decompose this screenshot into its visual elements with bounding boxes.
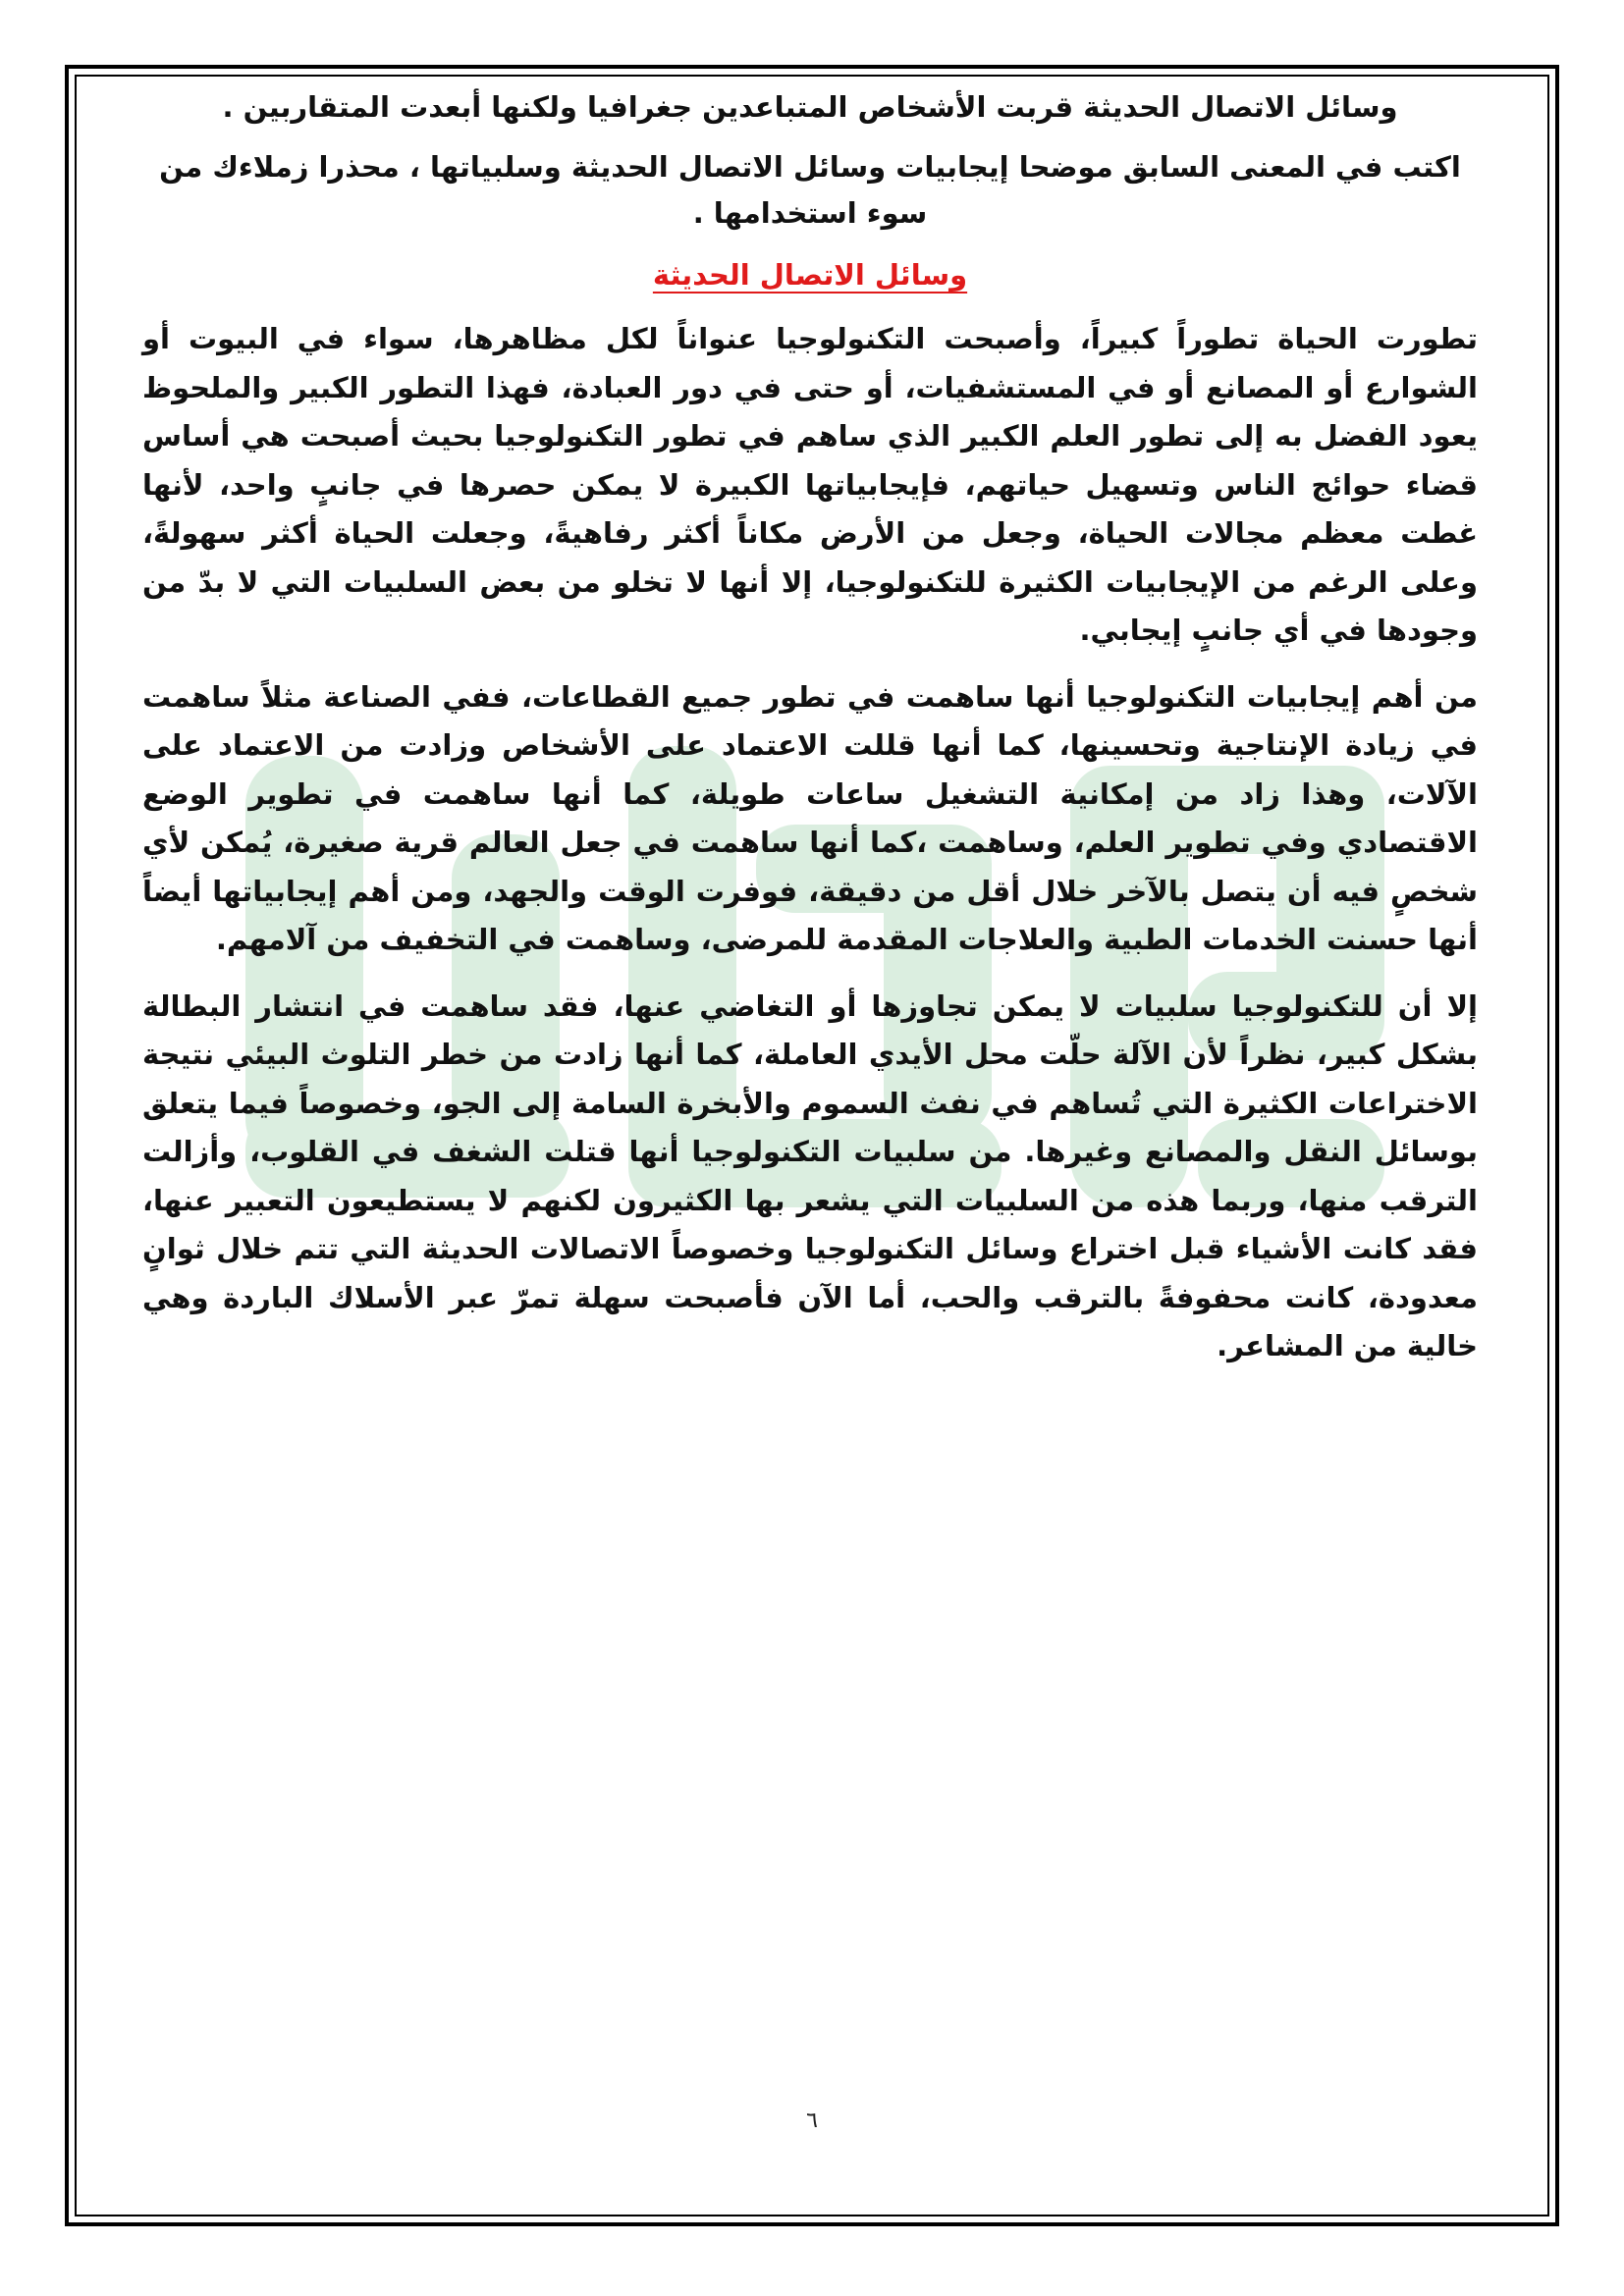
document-body [142, 77, 1478, 1389]
essay-title-wrapper [142, 258, 1478, 292]
essay-paragraph-intro: تطورت الحياة تطوراً كبيراً، وأصبحت التكنولوجيا عنواناً لكل مظاهرها، سواء في البيوت أو الشوارع أو المصانع أو في المستشفيات، أو حتى في دور العبادة، فهذا التطور الكبير والملحوظ يعود الفضل به إلى تطور العلم الكبير الذي ساهم في تطور التكنولوجيا بحيث أصبحت هي أساس قضاء حوائج الناس وتسهيل حياتهم، فإيجابياتها الكبيرة لا يمكن حصرها في جانبٍ واحد، لأنها غطت معظم مجالات الحياة، وجعل من الأرض مكاناً أكثر رفاهيةً، وجعلت الحياة أكثر سهولةً، وعلى الرغم من الإيجابيات الكثيرة للتكنولوجيا، إلا أنها لا تخلو من بعض السلبيات التي لا بدّ من وجودها في أي جانبٍ إيجابي. [142, 322, 1478, 647]
page-number: ٦ [806, 2109, 818, 2133]
essay-paragraph-advantages: من أهم إيجابيات التكنولوجيا أنها ساهمت في تطور جميع القطاعات، ففي الصناعة مثلاً ساهمت في زيادة الإنتاجية وتحسينها، كما أنها قللت الاعتماد على الأشخاص وزادت من الاعتماد على الآلات، وهذا زاد من إمكانية التشغيل ساعات طويلة، كما أنها ساهمت في تطوير الوضع الاقتصادي وفي تطوير العلم، وساهمت ،كما أنها ساهمت في جعل العالم قرية صغيرة، يُمكن لأي شخصٍ فيه أن يتصل بالآخر خلال أقل من دقيقة، فوفرت الوقت والجهد، ومن أهم إيجابياتها أيضاً أنها حسنت الخدمات الطبية والعلاجات المقدمة للمرضى، وساهمت في التخفيف من آلامهم. [142, 679, 1478, 956]
essay-title: وسائل الاتصال الحديثة [652, 258, 968, 292]
essay-paragraph-disadvantages: إلا أن للتكنولوجيا سلبيات لا يمكن تجاوزها أو التغاضي عنها، فقد ساهمت في انتشار البطالة بشكل كبير، نظراً لأن الآلة حلّت محل الأيدي العاملة، كما أنها زادت من خطر التلوث البيئي نتيجة الاختراعات الكثيرة التي تُساهم في نفث السموم والأبخرة السامة إلى الجو، وخصوصاً فيما يتعلق بوسائل النقل والمصانع وغيرها. من سلبيات التكنولوجيا أنها قتلت الشغف في القلوب، وأزالت الترقب منها، وربما هذه من السلبيات التي يشعر بها الكثيرون لكنهم لا يستطيعون التعبير عنها، فقد كانت الأشياء قبل اختراع وسائل التكنولوجيا وخصوصاً الاتصالات الحديثة التي تتم خلال ثوانٍ معدودة، كانت محفوفةً بالترقب والحب، أما الآن فأصبحت سهلة تمرّ عبر الأسلاك الباردة وهي خالية من المشاعر. [142, 988, 1478, 1362]
prompt-statement: وسائل الاتصال الحديثة قربت الأشخاص المتباعدين جغرافيا ولكنها أبعدت المتقاربين . [222, 90, 1398, 124]
prompt-instruction: اكتب في المعنى السابق موضحا إيجابيات وسائل الاتصال الحديثة وسلبياتها ، محذرا زملاءك من سوء استخدامها . [159, 150, 1461, 230]
